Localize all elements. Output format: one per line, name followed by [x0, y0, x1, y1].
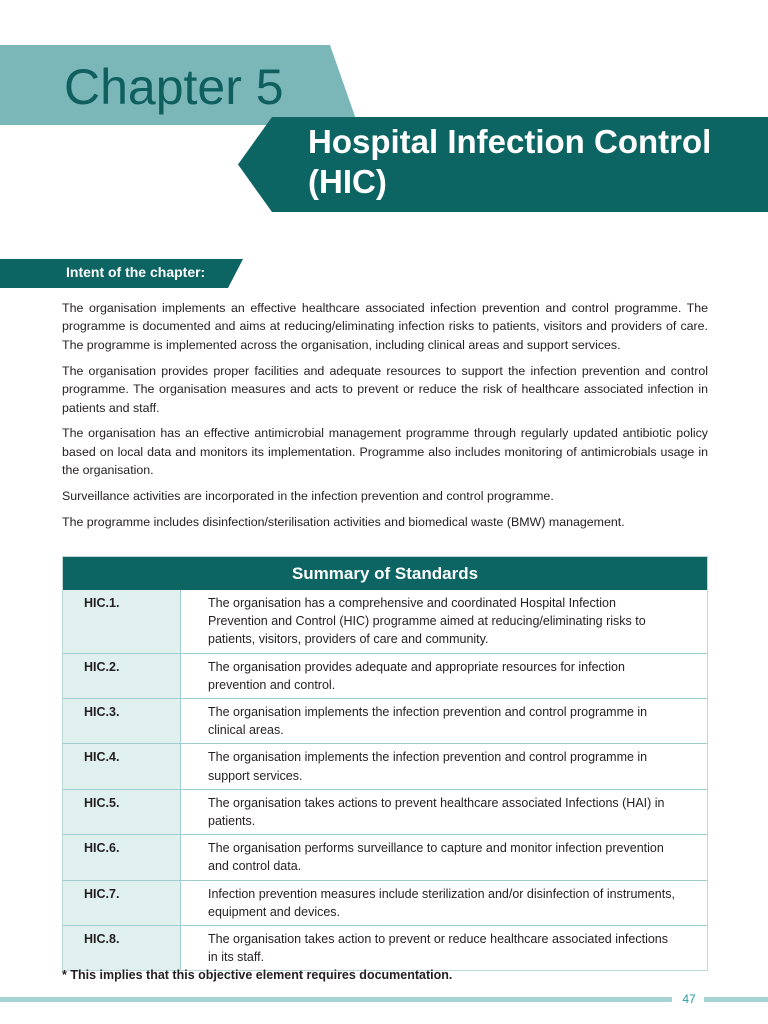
standard-text: The organisation provides adequate and appropriate resources for infection prevention and control. — [208, 659, 625, 692]
standard-code: HIC.5. — [63, 790, 181, 834]
intent-paragraph: The programme includes disinfection/sterilisation activities and biomedical waste (BMW) management. — [62, 515, 625, 530]
standard-code: HIC.6. — [63, 835, 181, 879]
summary-of-standards-table — [62, 556, 708, 971]
standard-text: Infection prevention measures include sterilization and/or disinfection of instruments, equipment and devices. — [208, 886, 675, 919]
standard-code: HIC.4. — [63, 744, 181, 788]
table-row — [63, 925, 707, 970]
page-number: 47 — [682, 992, 696, 1006]
standard-text: The organisation has a comprehensive and coordinated Hospital Infection Prevention and Control (HIC) programme aimed at reducing/eliminating risks to patients, visitors, providers of care and community. — [208, 596, 646, 647]
intent-paragraph: The organisation has an effective antimicrobial management programme through regularly updated antibiotic policy based on local data and monitors its implementation. Programme also includes monitoring of antimicrobials usage in the organisation. — [62, 426, 708, 478]
documentation-footnote: * This implies that this objective element requires documentation. — [62, 968, 453, 982]
intent-paragraph: The organisation provides proper facilities and adequate resources to support the infection prevention and control programme. The organisation measures and acts to prevent or reduce the risk of healthcare associated infection in patients and staff. — [62, 363, 708, 415]
intent-paragraph: Surveillance activities are incorporated in the infection prevention and control programme. — [62, 489, 554, 504]
table-row — [63, 590, 707, 653]
footer-rule-left — [0, 997, 672, 1002]
table-row — [63, 743, 707, 788]
standard-text: The organisation takes actions to prevent healthcare associated Infections (HAI) in patients. — [208, 795, 665, 829]
footer-rule-right — [704, 997, 768, 1002]
standard-code: HIC.3. — [63, 699, 181, 743]
chapter-label: Chapter 5 — [64, 59, 284, 115]
chapter-title: Hospital Infection Control (HIC) — [308, 123, 712, 200]
standard-code: HIC.7. — [63, 881, 181, 925]
summary-heading: Summary of Standards — [63, 557, 707, 590]
table-row — [63, 789, 707, 834]
intent-heading: Intent of the chapter: — [66, 264, 206, 280]
table-row — [63, 698, 707, 743]
standard-text: The organisation implements the infection prevention and control programme in support services. — [208, 750, 648, 783]
standard-code: HIC.2. — [63, 654, 181, 698]
standard-code: HIC.8. — [63, 926, 181, 970]
intent-body — [62, 299, 708, 539]
standard-text: The organisation takes action to prevent or reduce healthcare associated infections in its staff. — [208, 932, 668, 965]
standard-text: The organisation implements the infection prevention and control programme in clinical areas. — [208, 705, 648, 738]
intent-paragraph: The organisation implements an effective healthcare associated infection prevention and control programme. The programme is documented and aims at reducing/eliminating infection risks to patients, visitors and providers of care. The programme is implemented across the organisation, including clinical areas and support services. — [62, 301, 708, 352]
standard-code: HIC.1. — [63, 590, 181, 653]
table-row — [63, 653, 707, 698]
table-row — [63, 880, 707, 925]
standard-text: The organisation performs surveillance to capture and monitor infection prevention and control data. — [208, 841, 664, 874]
table-row — [63, 834, 707, 879]
